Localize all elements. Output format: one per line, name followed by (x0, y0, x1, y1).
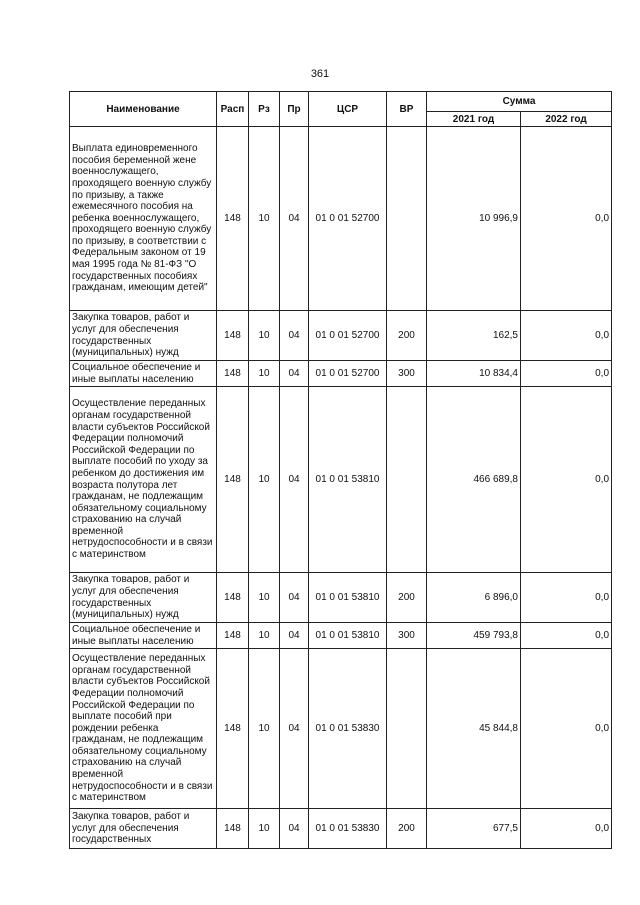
table-row (70, 127, 612, 311)
cell-2022: 0,0 (521, 387, 612, 573)
cell-vr: 200 (387, 311, 427, 361)
cell-name: Осуществление переданных органам государственной власти субъектов Российской Федерации полномочий Российской Федерации по выплате пособий по уходу за ребенком до достижения им возраста полутора лет гражданам, не подлежащим обязательному социальному страхованию на случай временной нетрудоспособности и в связи с материнством (70, 387, 217, 573)
cell-csr: 01 0 01 53830 (309, 809, 387, 849)
cell-rz: 10 (249, 809, 280, 849)
cell-rz: 10 (249, 387, 280, 573)
table-row (70, 573, 612, 623)
budget-table (69, 91, 612, 849)
cell-rz: 10 (249, 623, 280, 649)
cell-pr: 04 (280, 387, 309, 573)
cell-pr: 04 (280, 311, 309, 361)
cell-csr: 01 0 01 53810 (309, 623, 387, 649)
cell-2021: 10 996,9 (427, 127, 521, 311)
cell-vr (387, 127, 427, 311)
cell-rz: 10 (249, 573, 280, 623)
cell-pr: 04 (280, 127, 309, 311)
cell-vr: 300 (387, 623, 427, 649)
cell-rz: 10 (249, 311, 280, 361)
header-sum: Сумма (427, 92, 612, 112)
cell-name: Осуществление переданных органам государственной власти субъектов Российской Федерации полномочий Российской Федерации по выплате пособий при рождении ребенка гражданам, не подлежащим обязательному социальному страхованию на случай временной нетрудоспособности и в связи с материнством (70, 649, 217, 809)
cell-pr: 04 (280, 573, 309, 623)
cell-2021: 459 793,8 (427, 623, 521, 649)
cell-2022: 0,0 (521, 311, 612, 361)
cell-2022: 0,0 (521, 361, 612, 387)
cell-name: Закупка товаров, работ и услуг для обеспечения государственных (муниципальных) нужд (70, 311, 217, 361)
cell-rasp: 148 (217, 387, 249, 573)
header-pr: Пр (280, 92, 309, 127)
header-name: Наименование (70, 92, 217, 127)
cell-vr: 200 (387, 573, 427, 623)
header-year-2022: 2022 год (521, 112, 612, 127)
cell-pr: 04 (280, 809, 309, 849)
header-year-2021: 2021 год (427, 112, 521, 127)
cell-rasp: 148 (217, 361, 249, 387)
cell-rasp: 148 (217, 623, 249, 649)
cell-2022: 0,0 (521, 127, 612, 311)
table-row (70, 361, 612, 387)
cell-2021: 6 896,0 (427, 573, 521, 623)
cell-2022: 0,0 (521, 573, 612, 623)
cell-rz: 10 (249, 127, 280, 311)
page-number: 361 (310, 68, 330, 80)
cell-rasp: 148 (217, 573, 249, 623)
cell-2021: 466 689,8 (427, 387, 521, 573)
cell-name: Закупка товаров, работ и услуг для обеспечения государственных (70, 809, 217, 849)
table-row (70, 623, 612, 649)
cell-csr: 01 0 01 53830 (309, 649, 387, 809)
cell-name: Выплата единовременного пособия беременной жене военнослужащего, проходящего военную службу по призыву, а также ежемесячного пособия на ребенка военнослужащего, проходящего военную службу по призыву, в соответствии с Федеральным законом от 19 мая 1995 года № 81-ФЗ "О государственных пособиях гражданам, имеющим детей" (70, 127, 217, 311)
cell-2021: 677,5 (427, 809, 521, 849)
cell-name: Социальное обеспечение и иные выплаты населению (70, 361, 217, 387)
cell-2021: 162,5 (427, 311, 521, 361)
cell-csr: 01 0 01 53810 (309, 573, 387, 623)
cell-rz: 10 (249, 649, 280, 809)
table-row (70, 649, 612, 809)
cell-rasp: 148 (217, 809, 249, 849)
cell-vr (387, 649, 427, 809)
cell-rasp: 148 (217, 127, 249, 311)
cell-vr (387, 387, 427, 573)
cell-2022: 0,0 (521, 649, 612, 809)
cell-name: Социальное обеспечение и иные выплаты населению (70, 623, 217, 649)
table-row (70, 809, 612, 849)
cell-rz: 10 (249, 361, 280, 387)
cell-rasp: 148 (217, 311, 249, 361)
cell-2022: 0,0 (521, 623, 612, 649)
cell-rasp: 148 (217, 649, 249, 809)
header-rz: Рз (249, 92, 280, 127)
table-row (70, 311, 612, 361)
header-row (70, 92, 612, 112)
cell-vr: 300 (387, 361, 427, 387)
cell-pr: 04 (280, 623, 309, 649)
header-csr: ЦСР (309, 92, 387, 127)
cell-2022: 0,0 (521, 809, 612, 849)
header-rasp: Расп (217, 92, 249, 127)
cell-2021: 45 844,8 (427, 649, 521, 809)
cell-csr: 01 0 01 53810 (309, 387, 387, 573)
cell-csr: 01 0 01 52700 (309, 361, 387, 387)
cell-vr: 200 (387, 809, 427, 849)
header-vr: ВР (387, 92, 427, 127)
table-row (70, 387, 612, 573)
cell-name: Закупка товаров, работ и услуг для обеспечения государственных (муниципальных) нужд (70, 573, 217, 623)
cell-csr: 01 0 01 52700 (309, 127, 387, 311)
cell-2021: 10 834,4 (427, 361, 521, 387)
cell-pr: 04 (280, 361, 309, 387)
cell-pr: 04 (280, 649, 309, 809)
cell-csr: 01 0 01 52700 (309, 311, 387, 361)
